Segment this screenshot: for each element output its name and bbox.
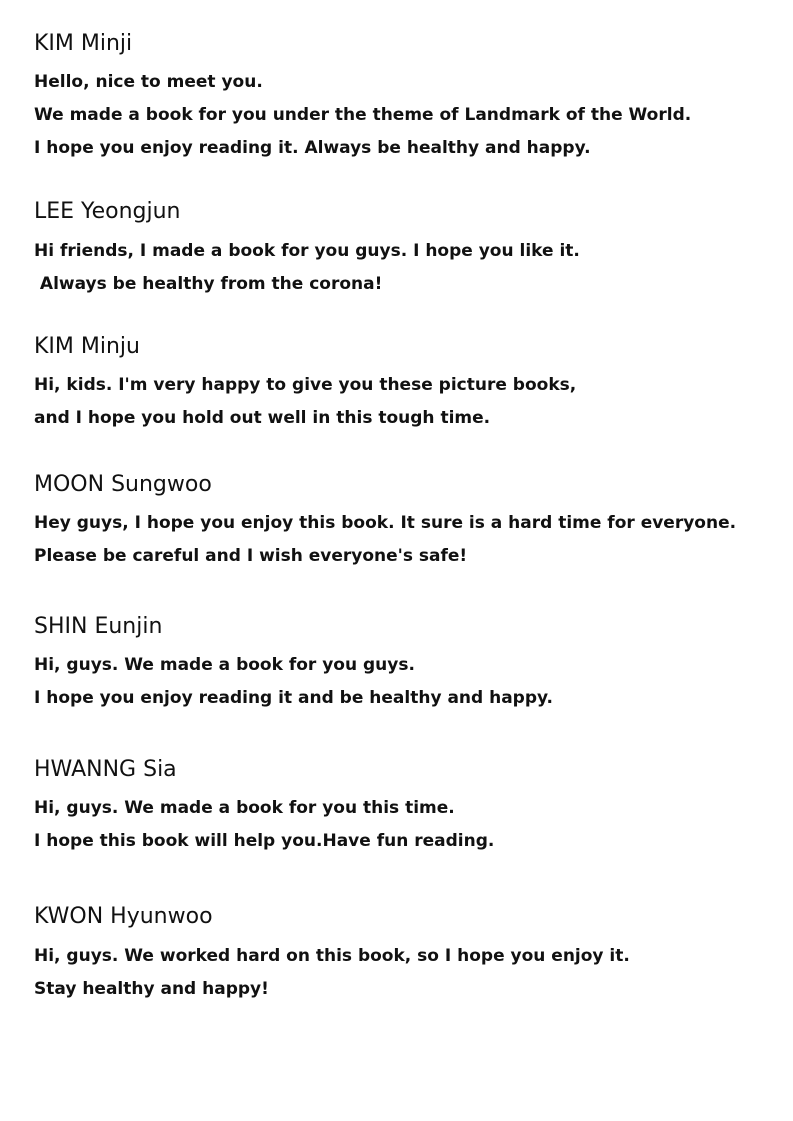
message-line: We made a book for you under the theme of Landmark of the World. <box>34 105 692 125</box>
message-line: Please be careful and I wish everyone's safe! <box>34 546 468 566</box>
message-line: Hi, guys. We worked hard on this book, so I hope you enjoy it. <box>34 946 630 966</box>
message-line: and I hope you hold out well in this tough time. <box>34 408 491 428</box>
message-line: Hi, kids. I'm very happy to give you these picture books, <box>34 375 577 395</box>
message-line: Hi, guys. We made a book for you guys. <box>34 655 415 675</box>
message-line: Always be healthy from the corona! <box>34 274 383 294</box>
message-line: Hey guys, I hope you enjoy this book. It sure is a hard time for everyone. <box>34 513 737 533</box>
message-line: I hope this book will help you.Have fun reading. <box>34 831 495 851</box>
author-name: SHIN Eunjin <box>34 614 163 639</box>
author-name: LEE Yeongjun <box>34 199 181 224</box>
author-name: KWON Hyunwoo <box>34 904 213 929</box>
message-line: I hope you enjoy reading it and be healthy and happy. <box>34 688 553 708</box>
message-line: Stay healthy and happy! <box>34 979 269 999</box>
author-name: KIM Minji <box>34 31 133 56</box>
message-line: I hope you enjoy reading it. Always be healthy and happy. <box>34 138 591 158</box>
author-name: HWANNG Sia <box>34 757 177 782</box>
author-name: KIM Minju <box>34 334 140 359</box>
message-line: Hello, nice to meet you. <box>34 72 263 92</box>
author-name: MOON Sungwoo <box>34 472 212 497</box>
message-line: Hi, guys. We made a book for you this time. <box>34 798 455 818</box>
message-line: Hi friends, I made a book for you guys. I hope you like it. <box>34 241 580 261</box>
